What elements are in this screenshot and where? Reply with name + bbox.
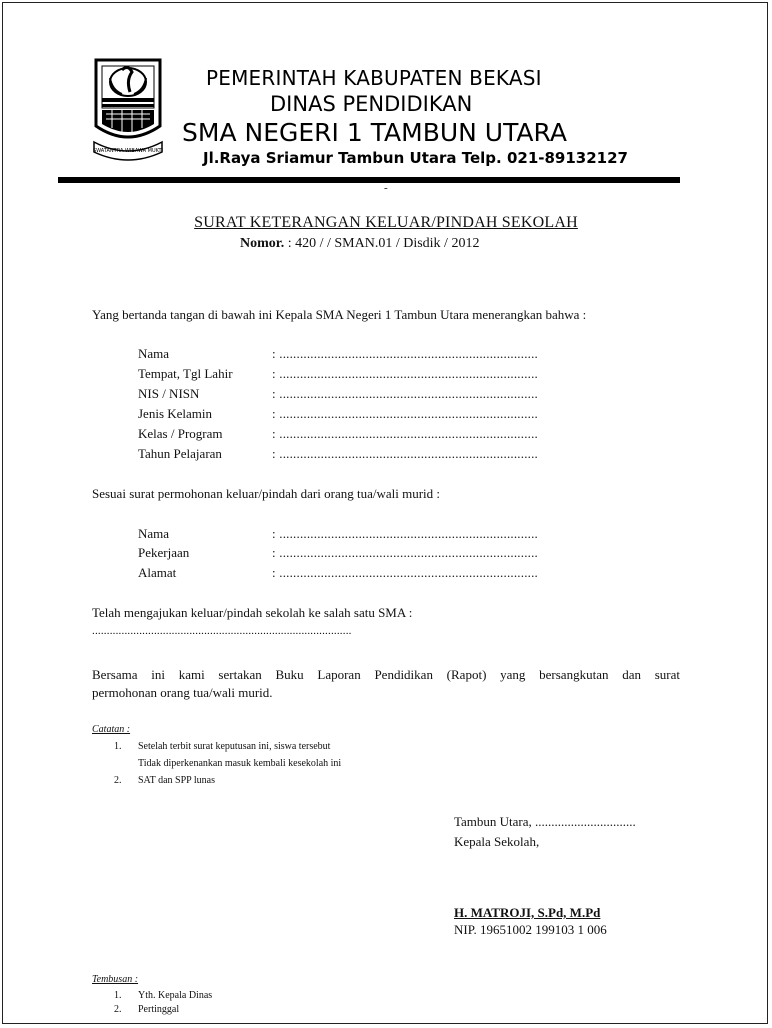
number-value: : 420 / / SMAN.01 / Disdik / 2012 bbox=[287, 236, 480, 251]
signatory-name: H. MATROJI, S.Pd, M.Pd bbox=[454, 905, 601, 920]
cc-heading: Tembusan : bbox=[92, 974, 139, 985]
request-paragraph: Sesuai surat permohonan keluar/pindah dari orang tua/wali murid : bbox=[92, 486, 441, 501]
header-school-name: SMA NEGERI 1 TAMBUN UTARA bbox=[182, 118, 567, 147]
field-value-line[interactable]: : ........................................................................... bbox=[272, 565, 539, 580]
intro-paragraph: Yang bertanda tangan di bawah ini Kepala SMA Negeri 1 Tambun Utara menerangkan bahwa : bbox=[92, 307, 587, 322]
field-value-line[interactable]: : ........................................................................... bbox=[272, 366, 539, 381]
document-title: SURAT KETERANGAN KELUAR/PINDAH SEKOLAH bbox=[194, 214, 578, 231]
field-label: Tahun Pelajaran bbox=[138, 446, 222, 461]
header-address: Jl.Raya Sriamur Tambun Utara Telp. 021-89132127 bbox=[203, 149, 628, 167]
logo-ribbon-text: SWATANTRA WIBAWA MUKTI bbox=[92, 148, 164, 154]
number-label: Nomor. bbox=[240, 236, 285, 251]
note-number: 1. bbox=[114, 741, 122, 752]
field-value-line[interactable]: : ........................................................................... bbox=[272, 545, 539, 560]
field-label: Tempat, Tgl Lahir bbox=[138, 366, 233, 381]
field-value-line[interactable]: : ........................................................................... bbox=[272, 426, 539, 441]
signature-position: Kepala Sekolah, bbox=[454, 834, 540, 849]
field-label: Nama bbox=[138, 346, 170, 361]
field-value-line[interactable]: : ........................................................................... bbox=[272, 346, 539, 361]
notes-heading: Catatan : bbox=[92, 724, 131, 735]
cc-item: Pertinggal bbox=[138, 1004, 180, 1015]
header-department: DINAS PENDIDIKAN bbox=[270, 92, 473, 116]
note-text: SAT dan SPP lunas bbox=[138, 775, 215, 786]
cc-item: Yth. Kepala Dinas bbox=[138, 990, 213, 1001]
header-government: PEMERINTAH KABUPATEN BEKASI bbox=[206, 66, 542, 90]
field-value-line[interactable]: : ........................................................................... bbox=[272, 406, 539, 421]
field-label: Nama bbox=[138, 526, 170, 541]
cc-number: 1. bbox=[114, 990, 122, 1001]
field-label: Alamat bbox=[138, 565, 177, 580]
field-label: NIS / NISN bbox=[138, 386, 200, 401]
note-text: Setelah terbit surat keputusan ini, siswa tersebut bbox=[138, 741, 331, 752]
field-value-line[interactable]: : ........................................................................... bbox=[272, 386, 539, 401]
field-value-line[interactable]: : ........................................................................... bbox=[272, 446, 539, 461]
signature-place-date: Tambun Utara, ............................... bbox=[454, 814, 636, 829]
field-label: Pekerjaan bbox=[138, 545, 190, 560]
transfer-school-line[interactable]: ........................................................................................ bbox=[92, 625, 352, 637]
document-number bbox=[240, 236, 479, 252]
field-value-line[interactable]: : ........................................................................... bbox=[272, 526, 539, 541]
header-divider bbox=[58, 177, 680, 183]
transfer-paragraph: Telah mengajukan keluar/pindah sekolah ke salah satu SMA : bbox=[92, 605, 413, 620]
regency-emblem-logo bbox=[92, 56, 164, 162]
field-label: Kelas / Program bbox=[138, 426, 223, 441]
signatory-nip: NIP. 19651002 199103 1 006 bbox=[454, 922, 607, 937]
note-text-continued: Tidak diperkenankan masuk kembali kesekolah ini bbox=[138, 758, 342, 769]
note-number: 2. bbox=[114, 775, 122, 786]
header-dash: - bbox=[384, 182, 388, 194]
field-label: Jenis Kelamin bbox=[138, 406, 213, 421]
cc-number: 2. bbox=[114, 1004, 122, 1015]
attachment-paragraph-continued: permohonan orang tua/wali murid. bbox=[92, 685, 273, 700]
attachment-paragraph: Bersama ini kami sertakan Buku Laporan Pendidikan (Rapot) yang bersangkutan dan surat bbox=[92, 667, 680, 682]
